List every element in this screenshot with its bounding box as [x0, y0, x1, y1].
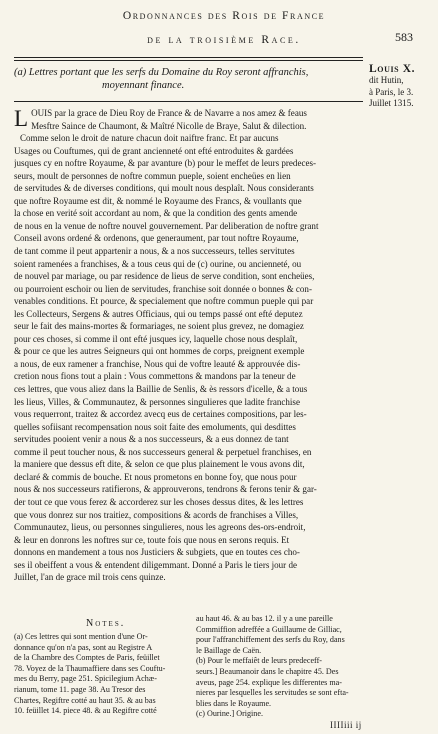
running-header-line2: de la troisième Race. [147, 34, 301, 46]
body-line: cretion nous fions tout a plain : Vous commettons & mandons par la teneur de [14, 371, 296, 382]
body-line: ses il obeiffent a vous & entendent diligemmant. Donné a Paris le tiers jour de [14, 559, 297, 570]
body-line: a nous, de eux ramener a franchise, Nous qui de voftre leauté & approuvée dis- [14, 358, 301, 369]
notes-left-column [14, 632, 188, 717]
notes-heading: Notes. [86, 618, 126, 629]
note-line: blies dans le Royaume. [196, 698, 272, 708]
body-line: de servitudes & de diverses conditions, qui moult nous desplaît. Nous considerants [14, 183, 314, 194]
body-line: Juillet, l'an de grace mil trois cens quinze. [14, 572, 166, 583]
notes-right-column [196, 614, 376, 720]
body-line: donnons en mandement a tous nos Justiciers & subgiets, que en toutes ces cho- [14, 547, 300, 558]
body-line: Usages ou Couftumes, qui de grant ancienneté ont efté entroduites & gardées [14, 145, 294, 156]
body-line: Conseil avons ordené & ordenons, que generaument, par tout noftre Royaume, [14, 233, 299, 244]
body-line: pour ces choses, si comme il ont efté jusques icy, laquelle chose nous desplaît, [14, 333, 298, 344]
body-line: comme il peut toucher nous, & nos successeurs general & perpetuel franchises, en [14, 446, 312, 457]
body-line: vous requerront, traitez & accordez avecq eus de certaines compositions, par les- [14, 409, 307, 420]
note-line: au haut 46. & au bas 12. il y a une pareille [196, 614, 333, 623]
body-line: venables conditions. Et pource, & specialement que noftre commun pueple qui par [14, 296, 314, 307]
body-line: nous & nos successeurs ratifierons, & approuverons, tendrons & ferons tenir & gar- [14, 484, 317, 495]
note-line: Chartes, Regiftre cotté au haut 35. & au bas [14, 695, 156, 705]
document-title-line1: (a) Lettres portant que les serfs du Domaine du Roy seront affranchis, [14, 67, 309, 78]
note-line: aveus, page 254. explique les differentes ma- [196, 677, 342, 687]
body-line: la chose en verité soit accordant au nom, & que la condition des gents amende [14, 208, 298, 219]
note-line: donnance qu'on n'a pas, sont au Registre A [14, 642, 153, 652]
document-title [14, 66, 363, 92]
margin-note-line: à Paris, le 3. [369, 86, 414, 97]
body-line: que noftre Royaume est dit, & nommé le Royaume des Francs, & voullants que [14, 195, 302, 206]
note-line: Commiffion adreffée a Guillaume de Gilliac, [196, 624, 342, 634]
body-line: servitudes pooient venir a nous & a nos successeurs, & a eus donnez de tant [14, 434, 289, 445]
body-line: ou pourroient eschoir ou lien de servitudes, franchise soit donnée o bonnes & con- [14, 283, 312, 294]
note-line: pour l'affranchiffement des serfs du Roy, dans [196, 635, 345, 645]
body-line: de nous en la venue de noftre nouvel gouvernement. Par deliberation de noftre grant [14, 220, 319, 231]
note-line: 78. Voyez de la Thaumaffiere dans ses Couftu- [14, 663, 166, 673]
note-line: (b) Pour le meffaiêt de leurs predeceff- [196, 656, 322, 666]
printer-signature-mark: IIIIiii ij [330, 720, 362, 730]
body-line: declaré & commis de bouche. Et nous prometons en bonne foy, que nous pour [14, 471, 297, 482]
page-number: 583 [395, 30, 413, 44]
body-line: les lieus, Villes, & Communautez, & personnes singulieres que ladite franchise [14, 396, 300, 407]
margin-note-line: dit Hutin, [369, 75, 404, 86]
body-line: der tout ce que vous ferez & accorderez sur les choses dessus dites, & les lettres [14, 496, 304, 507]
note-line: (c) Ourine.] Origine. [196, 709, 263, 719]
body-line: seurs, moult de personnes de noftre commun pueple, soient encheües en lien [14, 170, 291, 181]
body-text [14, 107, 363, 584]
note-line: 10. feüillet 14. piece 48. & au Regiftre cotté [14, 706, 157, 716]
margin-note [369, 64, 435, 109]
note-line: rianum, tome 11. page 38. Au Tresor des [14, 684, 146, 694]
note-line: (a) Ces lettres qui sont mention d'une Or- [14, 632, 148, 641]
note-line: nieres par lesquelles les servitudes se sont efta- [196, 688, 349, 698]
body-line: que vous donrez sur nos traitiez, compositions & acords de franchises a Villes, [14, 509, 299, 520]
note-line: le Baillage de Caën. [196, 645, 262, 655]
body-line: ces lettres, que vous aliez dans la Baillie de Senlis, & ès ressors d'icelle, & a tous [14, 384, 308, 395]
body-line: OUIS par la grace de Dieu Roy de France & de Navarre a nos amez & feaus [31, 108, 307, 118]
drop-cap: L [14, 106, 29, 131]
body-line: soient ramenées a franchises, & a tous ceus qui de (c) ourine, ou ancienneté, ou [14, 258, 302, 269]
body-line: Mesftre Saince de Chaumont, & Maîtré Nicolle de Braye, Salut & dilection. [31, 120, 307, 131]
note-line: mes du Berry, page 251. Spicilegium Achæ- [14, 674, 157, 684]
note-line: de la Chambre des Comptes de Paris, feüillet [14, 653, 160, 663]
body-line: Comme selon le droit de nature chacun doit naiftre franc. Et par aucuns [20, 133, 279, 144]
body-line: de tant comme il peut appartenir a nous, & a nos successeurs, telles servitutes [14, 246, 295, 257]
body-line: & leur en donrons les noftres sur ce, toute fois que nous en serons requis. Et [14, 534, 290, 545]
margin-note-title: Louis X. [369, 63, 416, 75]
header-rule-bottom [14, 60, 363, 61]
body-line: jusques cy en noftre Royaume, & par avanture (b) pour le meffet de leurs predeces- [14, 158, 317, 169]
body-line: la maniere que dessus eft dite, & selon ce que plus plainement le vous avons dit, [14, 459, 305, 470]
note-line: seurs.] Beaumanoir dans le chapitre 45. Des [196, 666, 339, 676]
running-header-line1: Ordonnances des Rois de France [122, 10, 326, 22]
title-rule [14, 101, 363, 102]
body-line: de nouvel par mariage, ou par residence de lieus de serve condition, sont encheües, [14, 271, 315, 282]
document-title-line2: moyennant finance. [102, 80, 185, 91]
body-line: les Collecteurs, Sergens & autres Officiaus, qui ou temps passé ont efté deputez [14, 308, 303, 319]
body-line: seur le fait des mains-mortes & formariages, ne soient plus grevez, ne domagiez [14, 321, 304, 332]
body-line: quelles sofiisant recompensation nous soit faite des emoluments, qui desdittes [14, 421, 296, 432]
body-line: Communautez, lieus, ou personnes singulieres, nous les agreons des-ors-endroit, [14, 522, 306, 533]
body-line: & pour ce que les autres Seigneurs qui ont hommes de corps, preignent exemple [14, 346, 305, 357]
header-rule-top [14, 57, 363, 58]
margin-note-line: Juillet 1315. [369, 97, 414, 108]
